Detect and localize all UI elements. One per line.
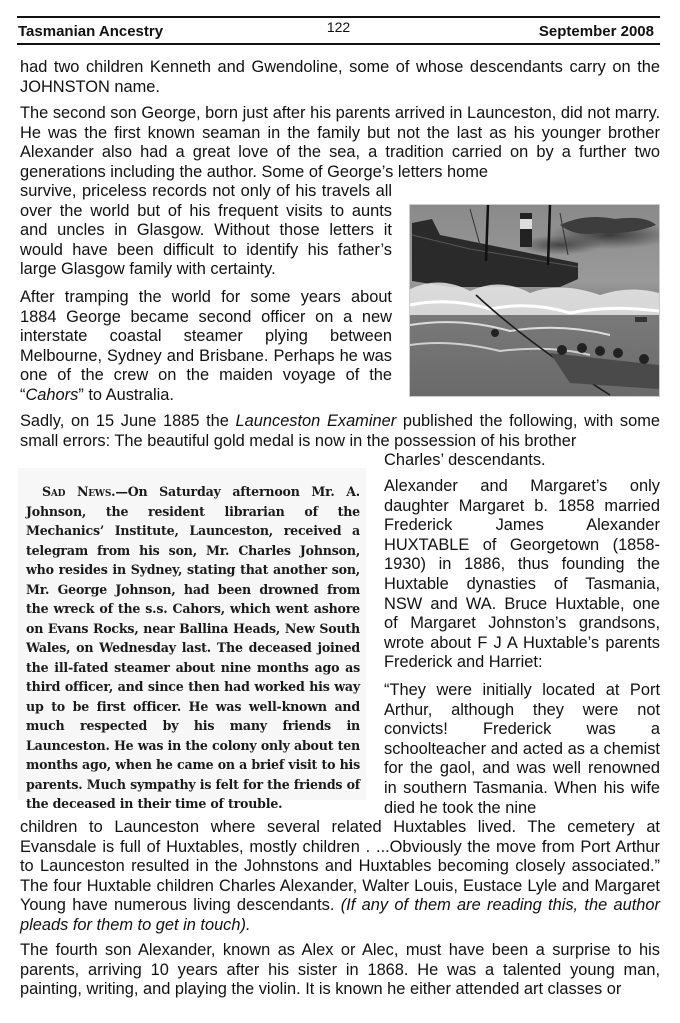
- paragraph-george-intro: The second son George, born just after his parents arrived in Launceston, did not marry. He was the first known seaman in the family but not the last as his younger brother Alexander also had a great love of the sea, a tradition carried on by a further two generations including the author. Some of George’s letters home: [20, 104, 660, 181]
- shipwreck-illustration: [409, 204, 660, 397]
- paragraph-johnston-name: had two children Kenneth and Gwendoline, some of whose descendants carry on the JOHNSTON name.: [20, 58, 660, 96]
- page-number: 122: [326, 19, 351, 35]
- paragraph-huxtable-quote: “They were initially located at Port Arthur, although they were not convicts! Frederick was a schoolteacher and acted as a chemist for the gaol, and was well renowned in southern Tasmania. When his wife died he took the nine: [384, 681, 660, 817]
- publication-title: Tasmanian Ancestry: [18, 23, 164, 40]
- issue-date: September 2008: [538, 23, 654, 40]
- page-header: [17, 16, 660, 45]
- paragraph-examiner-tail: Charles’ descendants.: [384, 451, 546, 469]
- clipping-heading: Sad News.: [42, 484, 116, 499]
- ship-name: Cahors: [25, 385, 79, 404]
- newspaper-clipping: [18, 468, 366, 811]
- newspaper-name: Launceston Examiner: [235, 412, 397, 430]
- paragraph-examiner: Sadly, on 15 June 1885 the Launceston Examiner published the following, with some small errors: The beautiful gold medal is now in the possession of his brother: [20, 412, 660, 450]
- paragraph-george-steamer: After tramping the world for some years about 1884 George became second officer on a new interstate coastal steamer plying between Melbourne, Sydney and Brisbane. Perhaps he was one of the crew on the maiden voyage of the “Cahors” to Australia.: [20, 288, 392, 404]
- paragraph-huxtable-descendants: children to Launceston where several related Huxtables lived. The cemetery at Evansdale is full of Huxtables, mostly children . ...Obviously the move from Port Arthur to Launceston resulted in the Johnstons and Huxtables becoming closely associated.” The four Huxtable children Charles Alexander, Walter Louis, Eustace Lyle and Margaret Young have numerous living descendants. (If any of them are reading this, the author pleads for them to get in touch).: [20, 818, 660, 934]
- paragraph-margaret-huxtable: Alexander and Margaret’s only daughter Margaret b. 1858 married Frederick James Alexander HUXTABLE of Georgetown (1858-1930) in 1886, thus founding the Huxtable dynasties of Tasmania, NSW and WA. Bruce Huxtable, one of Margaret Johnston’s grandsons, wrote about F J A Huxtable’s parents Frederick and Harriet:: [384, 477, 660, 672]
- clipping-text: Sad News.—On Saturday afternoon Mr. A. Johnson, the resident librarian of the Mechanics’ Institute, Launceston, received a telegram from his son, Mr. Charles Johnson, who resides in Sydney, stating that another son, Mr. George Johnson, had been drowned from the wreck of the s.s. Cahors, which went ashore on Evans Rocks, near Ballina Heads, New South Wales, on Wednesday last. The deceased joined the ill-fated steamer about nine months ago as third officer, and since then had worked his way up to be first officer. He was well-known and much respected by his many friends in Launceston. He was in the colony only about ten months ago, when he came on a brief visit to his parents. Much sympathy is felt for the friends of the deceased in their time of trouble.: [26, 484, 360, 811]
- ship-engraving-icon: [410, 205, 659, 396]
- paragraph-alexander: The fourth son Alexander, known as Alex or Alec, must have been a surprise to his parents, arriving 10 years after his sister in 1868. He was a talented young man, painting, writing, and playing the violin. It is known he either attended art classes or: [20, 941, 660, 999]
- author-plea: (If any of them are reading this, the author pleads for them to get in touch).: [20, 896, 660, 934]
- paragraph-george-letters: survive, priceless records not only of his travels all over the world but of his frequent visits to aunts and uncles in Glasgow. Without those letters it would have been difficult to identify his father’s large Glasgow family with certainty.: [20, 182, 392, 279]
